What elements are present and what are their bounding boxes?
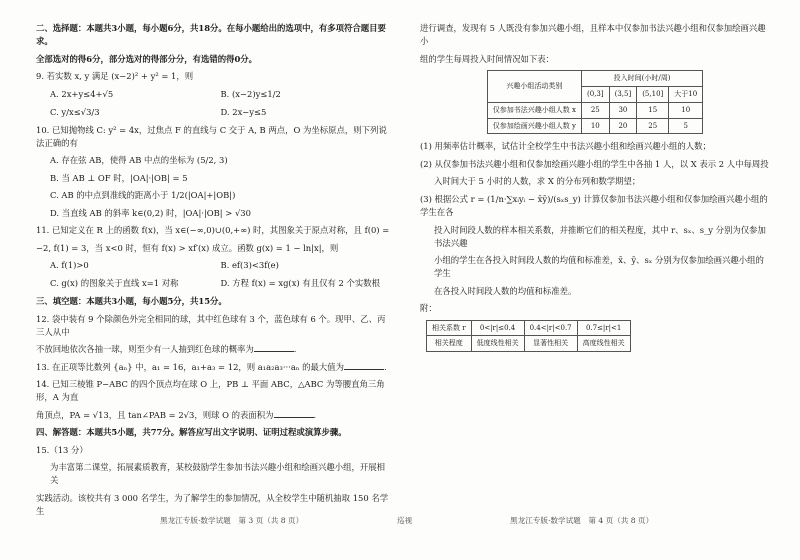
q15-line1: 为丰富第二课堂，拓展素质教育，某校鼓励学生参加书法兴趣小组和绘画兴趣小组，开展相关 bbox=[50, 462, 385, 486]
footer-page4: 黑龙江专版·数学试题 第 4 页（共 8 页） bbox=[510, 516, 654, 525]
left-column bbox=[36, 22, 391, 522]
time-table bbox=[487, 70, 703, 134]
q15-part3-line3: 小组的学生在各投入时间段人数的均值和标准差，x̄、ȳ、sₓ 分别为仅参加绘画兴趣小组的学生 bbox=[434, 255, 764, 279]
footer-page3: 黑龙江专版·数学试题 第 3 页（共 8 页） bbox=[160, 516, 304, 525]
q14-answer-blank bbox=[274, 410, 314, 418]
table-col-header: (3,5] bbox=[609, 86, 637, 102]
q15-part3-line2: 投入时间段人数的样本相关系数，并推断它们的相关程度，其中 r、sₓ、s_y 分别为仅参加书法兴趣 bbox=[434, 224, 766, 248]
appendix-label: 附： bbox=[420, 303, 437, 314]
q9-options-ab bbox=[36, 88, 391, 101]
q15-part2-line1: (2) 从仅参加书法兴趣小组和仅参加绘画兴趣小组的学生中各抽 1 人，以 X 表示 2 人中每周投 bbox=[420, 158, 769, 169]
q10-stem: 10. 已知抛物线 C: y² = 4x，过焦点 F 的直线与 C 交于 A, B 两点，O 为坐标原点，则下列说法正确的有 bbox=[36, 124, 387, 148]
q11-options-ab bbox=[36, 259, 391, 272]
q10-option-b: B. 当 AB ⊥ OF 时，|OA|·|OB| = 5 bbox=[50, 172, 188, 183]
q14-line2: 角顶点，PA = √13，且 tan∠PAB = 2√3，则球 O 的表面积为 . bbox=[36, 409, 317, 420]
q10-option-d: D. 当直线 AB 的斜率 k∈(0,2) 时，|OA|·|OB| > √30 bbox=[50, 207, 251, 218]
section2-scoring: 全部选对的得6分，部分选对的得部分分，有选错的得0分。 bbox=[36, 53, 258, 64]
q9-options-cd bbox=[36, 106, 391, 119]
q11-option-b: B. ef(3)<3f(e) bbox=[220, 260, 279, 271]
section2-heading: 二、选择题：本题共3小题，每小题6分，共18分。在每小题给出的选项中，有多项符合题目要求。 bbox=[36, 23, 386, 47]
q10-option-a: A. 存在弦 AB，使得 AB 中点的坐标为 (5/2, 3) bbox=[50, 155, 228, 166]
q11-option-a: A. f(1)>0 bbox=[50, 260, 89, 271]
q13: 13. 在正项等比数列 {aₙ} 中，a₁ = 16，a₁+a₃ = 12，则 a₁a₂a₃···aₙ 的最大值为 . bbox=[36, 361, 387, 372]
q9-option-a: A. 2x+y≤4+√5 bbox=[50, 88, 114, 99]
table-row: 仅参加绘画兴趣小组人数 y 10 20 25 5 bbox=[487, 118, 702, 134]
table-row: 相关程度 低度线性相关 显著性相关 高度线性相关 bbox=[427, 336, 631, 352]
q11-option-d: D. 方程 f(x) = xg(x) 有且仅有 2 个实数根 bbox=[220, 278, 381, 289]
q11-stem-cont: −2, f(1) = 3，当 x<0 时，恒有 f(x) > xf′(x) 成立。函数 g(x) = 1 − ln|x|，则 bbox=[36, 242, 339, 253]
table-row: 仅参加书法兴趣小组人数 x 25 30 15 10 bbox=[487, 102, 702, 118]
q10-option-c: C. AB 的中点到准线的距离小于 1/2(|OA|+|OB|) bbox=[50, 190, 236, 201]
q14-line1: 14. 已知三棱锥 P−ABC 的四个顶点均在球 O 上，PB ⊥ 平面 ABC，△ABC 为等腰直角三角形，A 为直 bbox=[36, 379, 385, 403]
q15-number: 15.（13 分） bbox=[36, 444, 88, 455]
q11-options-cd bbox=[36, 277, 391, 290]
table-col-header: (0,3] bbox=[581, 86, 609, 102]
q15-part3-line4: 在各投入时间段人数的均值和标准差。 bbox=[434, 285, 577, 296]
q13-answer-blank bbox=[344, 362, 384, 370]
q12-line1: 12. 袋中装有 9 个除颜色外完全相同的球，其中红色球有 3 个，蓝色球有 6 个。现甲、乙、丙三人从中 bbox=[36, 313, 386, 337]
q11-stem: 11. 已知定义在 R 上的函数 f(x)，当 x∈(−∞,0)∪(0,+∞) 时，其图象关于原点对称，且 f(0) = bbox=[36, 225, 390, 236]
q9-stem: 9. 若实数 x, y 满足 (x−2)² + y² = 1，则 bbox=[36, 71, 194, 82]
q9-option-d: D. 2x−y≤5 bbox=[220, 106, 267, 117]
table-col-header: 大于10 bbox=[669, 86, 703, 102]
q15-part2-line2: 入时间大于 5 小时的人数，求 X 的分布列和数学期望； bbox=[434, 176, 641, 187]
q11-option-c: C. g(x) 的图象关于直线 x=1 对称 bbox=[50, 278, 179, 289]
q15-line2: 实践活动。该校共有 3 000 名学生，为了解学生的参加情况，从全校学生中随机抽取 150 名学生 bbox=[36, 492, 389, 516]
right-column bbox=[420, 22, 770, 358]
footer-center-mark: 巡视 bbox=[397, 516, 413, 525]
q12-line2: 不放回地依次各抽一球，则至少有一人抽到红色球的概率为 . bbox=[36, 344, 297, 355]
section4-heading: 四、解答题：本题共5小题，共77分。解答应写出文字说明、证明过程或演算步骤。 bbox=[36, 427, 347, 438]
q15-part3-line1: (3) 根据公式 r = (1/n·∑xᵢyᵢ − x̄ȳ)/(sₓs_y) 计算仅参加书法兴趣小组和仅参加绘画兴趣小组的学生在各 bbox=[420, 193, 768, 217]
table-top-header: 投入时间(小时/周) bbox=[581, 71, 702, 87]
q15-part1: (1) 用频率估计概率，试估计全校学生中书法兴趣小组和绘画兴趣小组的人数； bbox=[420, 141, 711, 152]
q12-answer-blank bbox=[254, 344, 294, 352]
q15-cont-line2: 组的学生每周投入时间情况如下表： bbox=[420, 53, 554, 64]
q15-cont-line1: 进行调查，发现有 5 人既没有参加兴趣小组，且样本中仅参加书法兴趣小组和仅参加绘画兴趣小 bbox=[420, 23, 766, 47]
q9-option-b: B. (x−2)y≤1/2 bbox=[220, 88, 281, 99]
section3-heading: 三、填空题：本题共3小题，每小题5分，共15分。 bbox=[36, 296, 227, 307]
table-col-header: (5,10] bbox=[637, 86, 669, 102]
table-corner: 兴趣小组活动类别 bbox=[487, 71, 581, 103]
q9-option-c: C. y/x≤√3/3 bbox=[50, 106, 100, 117]
correlation-table: 相关系数 r 0<|r|≤0.4 0.4<|r|<0.7 0.7≤|r|<1 相关程度 低度线性相关 显著性相关 高度线性相关 bbox=[426, 320, 631, 353]
